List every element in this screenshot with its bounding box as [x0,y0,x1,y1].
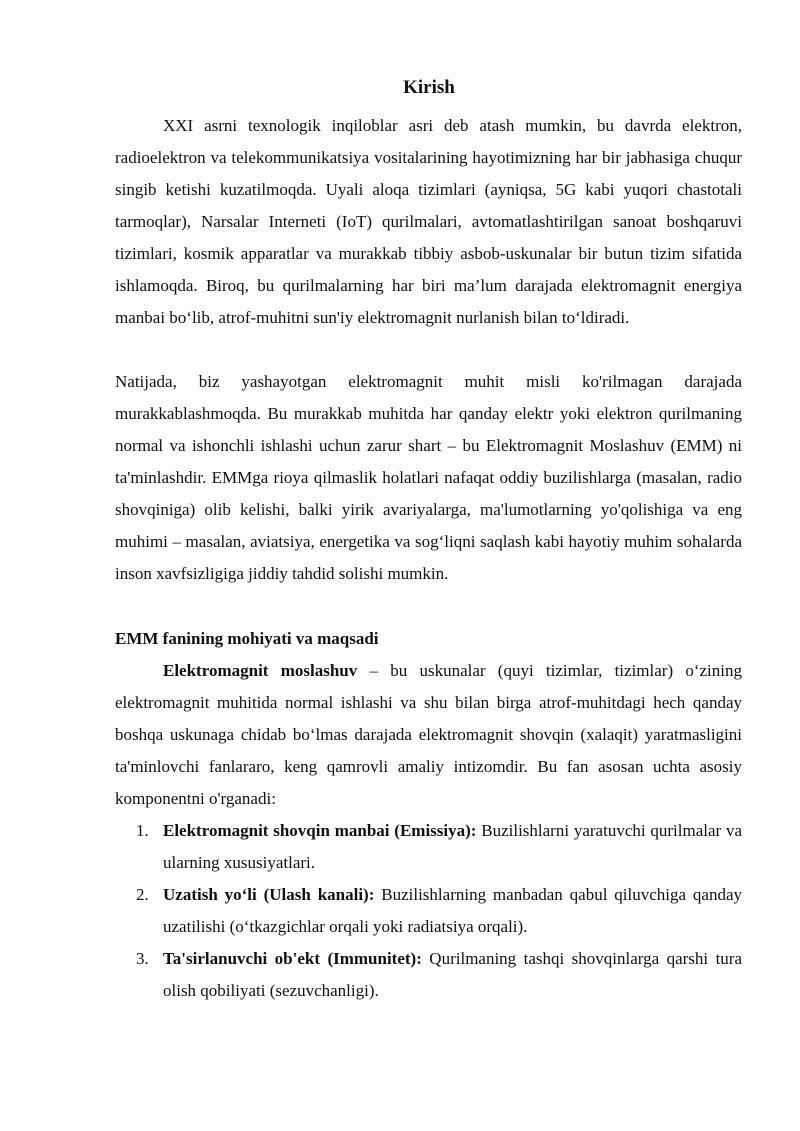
list-number: 3. [136,949,149,968]
list-item [115,815,742,879]
list-item-text: Buzilishlarning manbadan qabul qiluvchiga qanday uzatilishi (o‘tkazgichlar orqali yoki radiatsiya orqali). [163,885,742,936]
context-paragraph: Natijada, biz yashayotgan elektromagnit muhit misli ko'rilmagan darajada murakkablashmoqda. Bu murakkab muhitda har qanday elektr yoki elektron qurilmaning normal va ishonchli ishlashi uchun zarur shart – bu Elektromagnit Moslashuv (EMM) ni ta'minlashdir. EMMga rioya qilmaslik holatlari nafaqat oddiy buzilishlarga (masalan, radio shovqiniga) olib kelishi, balki yirik avariyalarga, ma'lumotlarning yo'qolishiga va eng muhimi – masalan, aviatsiya, energetika va sog‘liqni saqlash kabi hayotiy muhim sohalarda inson xavfsizligiga jiddiy tahdid solishi mumkin. [115,372,742,583]
page-title: Kirish [403,77,455,98]
list-item-term: Ta'sirlanuvchi ob'ekt (Immunitet): [163,949,422,968]
components-list [115,815,742,1007]
section-heading: EMM fanining mohiyati va maqsadi [115,629,379,648]
list-item [115,879,742,943]
definition-term: Elektromagnit moslashuv [163,661,358,680]
definition-paragraph [115,655,742,815]
definition-text: – bu uskunalar (quyi tizimlar, tizimlar) o‘zining elektromagnit muhitida normal ishlashi va shu bilan birga atrof-muhitdagi hech qanday boshqa uskunaga chidab bo‘lmas darajada elektromagnit shovqin (xalaqit) yaratmasligini ta'minlovchi fanlararo, keng qamrovli amaliy intizomdir. Bu fan asosan uchta asosiy komponentni o'rganadi: [115,661,742,808]
list-item-text: Qurilmaning tashqi shovqinlarga qarshi tura olish qobiliyati (sezuvchanligi). [163,949,742,1000]
list-item-term: Elektromagnit shovqin manbai (Emissiya): [163,821,477,840]
list-number: 2. [136,885,149,904]
list-item-text: Buzilishlarni yaratuvchi qurilmalar va ularning xususiyatlari. [163,821,743,872]
intro-paragraph: XXI asrni texnologik inqiloblar asri deb atash mumkin, bu davrda elektron, radioelektron va telekommunikatsiya vositalarining hayotimizning har bir jabhasiga chuqur singib ketishi kuzatilmoqda. Uyali aloqa tizimlari (ayniqsa, 5G kabi yuqori chastotali tarmoqlar), Narsalar Interneti (IoT) qurilmalari, avtomatlashtirilgan sanoat boshqaruvi tizimlari, kosmik apparatlar va murakkab tibbiy asbob-uskunalar bir butun tizim sifatida ishlamoqda. Biroq, bu qurilmalarning har biri ma’lum darajada elektromagnit energiya manbai bo‘lib, atrof-muhitni sun'iy elektromagnit nurlanish bilan to‘ldiradi. [115,116,742,327]
list-number: 1. [136,821,149,840]
list-item [115,943,742,1007]
list-item-term: Uzatish yo‘li (Ulash kanali): [163,885,375,904]
